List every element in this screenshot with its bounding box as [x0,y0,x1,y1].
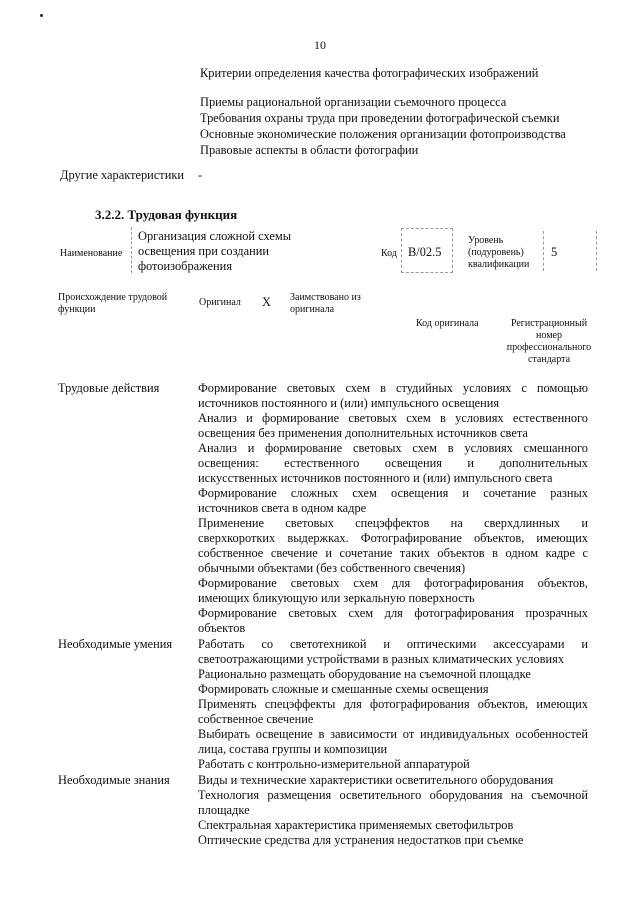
level-label-line: (подуровень) [468,247,524,258]
labor-actions-line: Формирование световых схем в студийных условиях с помощью [198,381,588,395]
other-value: - [198,168,203,182]
labor-actions-line: Анализ и формирование световых схем в условиях смешанного [198,441,588,455]
borrowed-label-line: оригинала [290,304,335,315]
code-original-label: Код оригинала [416,318,479,329]
other-label: Другие характеристики [60,168,185,182]
labor-actions-line: обычными объектами (без собственного свечения) [198,561,466,575]
level-label-line: квалификации [468,259,530,270]
labor-actions-line: имеющих бликующую или зеркальную поверхность [198,591,475,605]
methods-block [200,94,566,158]
skills-label: Необходимые умения [58,637,173,651]
skills-line: Работать с контрольно-измерительной аппаратурой [198,757,470,771]
skills-line: Выбирать освещение в зависимости от индивидуальных особенностей [198,727,588,741]
scan-dot [40,14,43,17]
borrowed-label-line: Заимствовано из [290,292,361,303]
section-title: 3.2.2. Трудовая функция [95,207,238,222]
skills-line: светоотражающими устройствами в разных климатических условиях [198,652,565,666]
code-value: B/02.5 [408,245,442,259]
labor-actions-line: собственное свечение и сочетание таких объектов в одном кадре с [198,546,588,560]
labor-actions-line: искусственных источников постоянного и (или) импульсного света [198,471,553,485]
page-number: 10 [314,38,326,52]
skills-line: лица, состава группы и композиции [198,742,388,756]
labor-actions-line: Применение световых спецэффектов на сверхдлинных и [198,516,588,530]
name-value [138,229,291,274]
knowledge-line: Виды и технические характеристики осветительного оборудования [198,773,554,787]
reg-number-line: номер [536,330,562,341]
level-label [468,235,529,271]
methods-line: Требования охраны труда при проведении фотографической съемки [200,111,560,125]
criteria-line: Критерии определения качества фотографических изображений [200,66,539,80]
borrowed-label [290,292,361,316]
criteria-block [200,66,538,81]
labor-actions-line: освещения: естественного освещения и дополнительных [198,456,588,470]
labor-actions-line: Формирование световых схем для фотографирования объектов, [198,576,588,590]
original-mark: X [262,295,271,309]
labor-actions-line: Формирование сложных схем освещения и сочетание разных [198,486,588,500]
skills-line: Работать со светотехникой и оптическими аксессуарами и [198,637,588,651]
labor-actions-line: сверхкоротких выдержках. Фотографирование объектов, имеющих [198,531,588,545]
original-label: Оригинал [199,297,241,308]
methods-line: Приемы рациональной организации съемочного процесса [200,95,507,109]
code-label: Код [381,248,397,259]
labor-actions-line: источников постоянного и (или) импульсного освещения [198,396,500,410]
level-label-line: Уровень [468,235,504,246]
knowledge-text [198,773,588,848]
labor-actions-line: Формирование световых схем для фотографирования прозрачных [198,606,588,620]
knowledge-line: Спектральная характеристика применяемых светофильтров [198,818,514,832]
name-label: Наименование [60,248,123,259]
origin-label-line: Происхождение трудовой [58,292,168,303]
reg-number-line: Регистрационный [510,318,588,329]
labor-actions-line: освещения без применения дополнительных источников света [198,426,528,440]
skills-line: Применять спецэффекты для фотографирования объектов, имеющих [198,697,588,711]
skills-line: Рационально размещать оборудование на съемочной площадке [198,667,531,681]
name-value-line: освещения при создании [138,244,269,258]
origin-label-line: функции [58,304,96,315]
reg-number-line: стандарта [527,354,571,365]
origin-label [58,292,167,316]
labor-actions-line: объектов [198,621,246,635]
skills-line: Формировать сложные и смешанные схемы освещения [198,682,489,696]
reg-number-line: профессионального [506,342,592,353]
skills-text [198,637,588,772]
methods-line: Правовые аспекты в области фотографии [200,143,419,157]
labor-actions-line: источников света в одном кадре [198,501,367,515]
reg-number-label [500,318,598,366]
knowledge-line: площадке [198,803,250,817]
labor-actions-label: Трудовые действия [58,381,160,395]
name-value-line: фотоизображения [138,259,233,273]
knowledge-label: Необходимые знания [58,773,170,787]
labor-actions-line: Анализ и формирование световых схем в условиях естественного [198,411,588,425]
methods-line: Основные экономические положения организации фотопроизводства [200,127,566,141]
skills-line: собственное свечение [198,712,314,726]
name-value-line: Организация сложной схемы [138,229,292,243]
level-value: 5 [551,245,558,259]
knowledge-line: Оптические средства для устранения недостатков при съемке [198,833,524,847]
knowledge-line: Технология размещения осветительного оборудования на съемочной [198,788,588,802]
labor-actions-text [198,381,588,636]
